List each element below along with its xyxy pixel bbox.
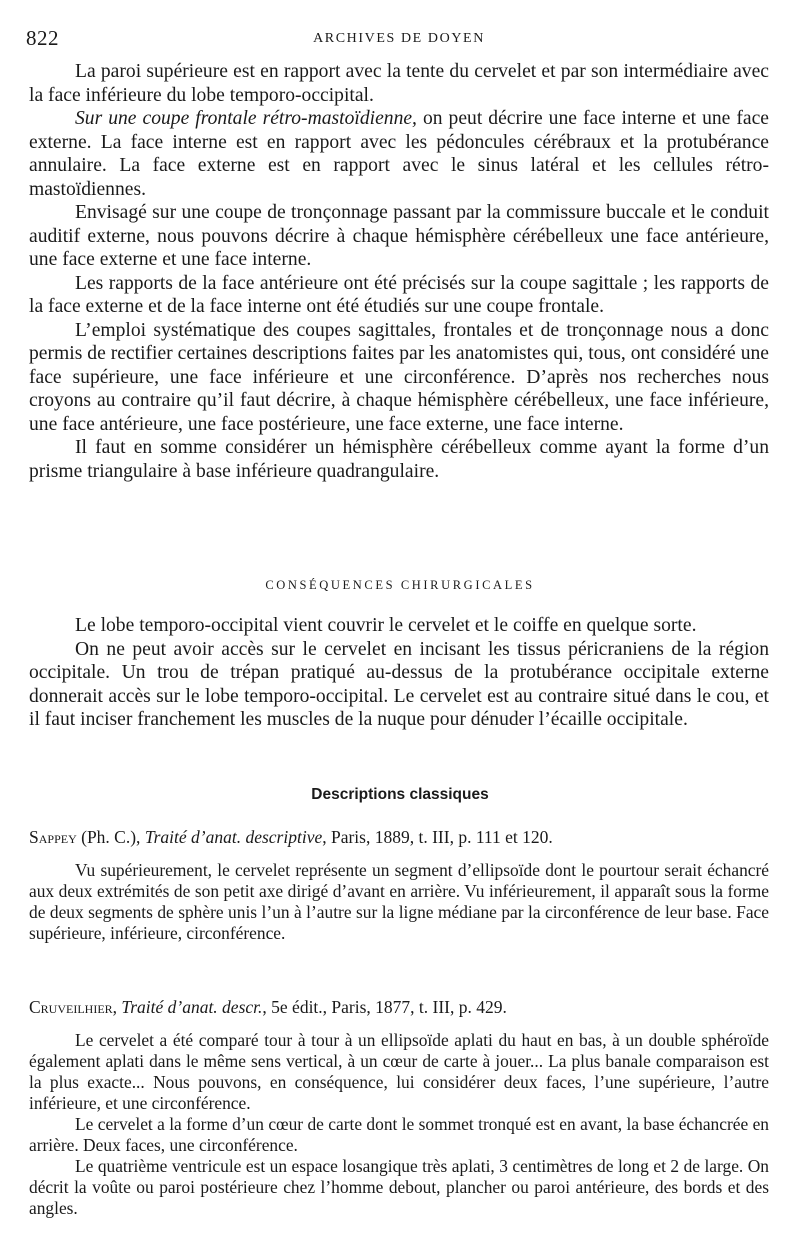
citation-author: Cruveilhier: [29, 997, 113, 1017]
paragraph: La paroi supérieure est en rapport avec la tente du cervelet et par son intermédiaire avec la face inférieure du lobe temporo-occipital.: [29, 61, 769, 106]
citation-details: , Paris, 1889, t. III, p. 111 et 120.: [322, 827, 553, 847]
citation-author: Sappey: [29, 827, 77, 847]
surgical-consequences-block: [29, 614, 769, 732]
quote-paragraph: Vu supérieurement, le cervelet représente un segment d’ellipsoïde dont le pourtour serait échancré aux deux extrémités de son petit axe dirigé d’avant en arrière. Vu inférieurement, il apparaît sous la forme de deux segments de sphère unis l’un à l’autre sur la ligne médiane par la circonférence de leur base. Face supérieure, inférieure, circonférence.: [29, 860, 769, 943]
citation-sappey: [29, 826, 769, 848]
citation-separator: ,: [112, 997, 122, 1017]
subsection-heading: Descriptions classiques: [311, 786, 489, 803]
paragraph: Il faut en somme considérer un hémisphère cérébelleux comme ayant la forme d’un prisme triangulaire à base inférieure quadrangulaire.: [29, 437, 769, 482]
paragraph: On ne peut avoir accès sur le cervelet en incisant les tissus péricraniens de la région occipitale. Un trou de trépan pratiqué au-dessus de la protubérance occipitale externe donnerait accès sur le lobe temporo-occipital. Le cervelet est au contraire situé dans le cou, et il faut inciser franchement les muscles de la nuque pour dénuder l’écaille occipitale.: [29, 638, 769, 730]
quote-paragraph: Le quatrième ventricule est un espace losangique très aplati, 3 centimètres de long et 2 de large. On décrit la voûte ou paroi postérieure chez l’homme debout, plancher ou paroi antérieure, des bords et des angles.: [29, 1156, 769, 1218]
page-number: 822: [26, 26, 59, 50]
running-title: ARCHIVES DE DOYEN: [313, 31, 485, 46]
citation-work: Traité d’anat. descr.: [121, 997, 263, 1017]
quote-paragraph: Le cervelet a la forme d’un cœur de carte dont le sommet tronqué est en avant, la base échancrée en arrière. Deux faces, une circonférence.: [29, 1114, 769, 1155]
paragraph: L’emploi systématique des coupes sagittales, frontales et de tronçonnage nous a donc permis de rectifier certaines descriptions faites par les anatomistes qui, tous, ont considéré une face supérieure, une face inférieure et une circonférence. D’après nos recherches nous croyons au contraire qu’il faut décrire, à chaque hémisphère cérébelleux, une face inférieure, une face antérieure, une face postérieure, une face externe, une face interne.: [29, 319, 769, 435]
quote-paragraph: Le cervelet a été comparé tour à tour à un ellipsoïde aplati du haut en bas, à un double sphéroïde également aplati dans le même sens vertical, à un cœur de carte à jouer... La plus banale comparaison est la plus exacte... Nous pouvons, en conséquence, lui considérer deux faces, l’une supérieure, l’autre inférieure, et une circonférence.: [29, 1030, 769, 1113]
paragraph: Envisagé sur une coupe de tronçonnage passant par la commissure buccale et le conduit auditif externe, nous pouvons décrire à chaque hémisphère cérébelleux une face antérieure, une face externe et une face interne.: [29, 202, 769, 270]
paragraph: Les rapports de la face antérieure ont été précisés sur la coupe sagittale ; les rapports de la face externe et de la face interne ont été étudiés sur une coupe frontale.: [29, 272, 769, 317]
paragraph: [29, 107, 769, 201]
paragraph: Le lobe temporo-occipital vient couvrir le cervelet et le coiffe en quelque sorte.: [75, 615, 697, 636]
anatomy-text-block: [29, 60, 769, 483]
quote-cruveilhier: [29, 1030, 769, 1219]
italic-phrase: Sur une coupe frontale rétro-mastoïdienne,: [75, 108, 417, 129]
section-heading: CONSÉQUENCES CHIRURGICALES: [265, 578, 535, 592]
paragraph-text: on peut décrire une face interne et une face externe. La face interne est en rapport avec les pédoncules cérébraux et la protubérance annulaire. La face externe est en rapport avec le sinus latéral et les cellules rétro-mastoïdiennes.: [29, 108, 769, 200]
quote-sappey: [29, 860, 769, 944]
citation-cruveilhier: [29, 996, 769, 1018]
citation-initials: (Ph. C.),: [76, 827, 145, 847]
citation-details: , 5e édit., Paris, 1877, t. III, p. 429.: [262, 997, 507, 1017]
page-header: [26, 26, 772, 54]
citation-work: Traité d’anat. descriptive: [144, 827, 323, 847]
